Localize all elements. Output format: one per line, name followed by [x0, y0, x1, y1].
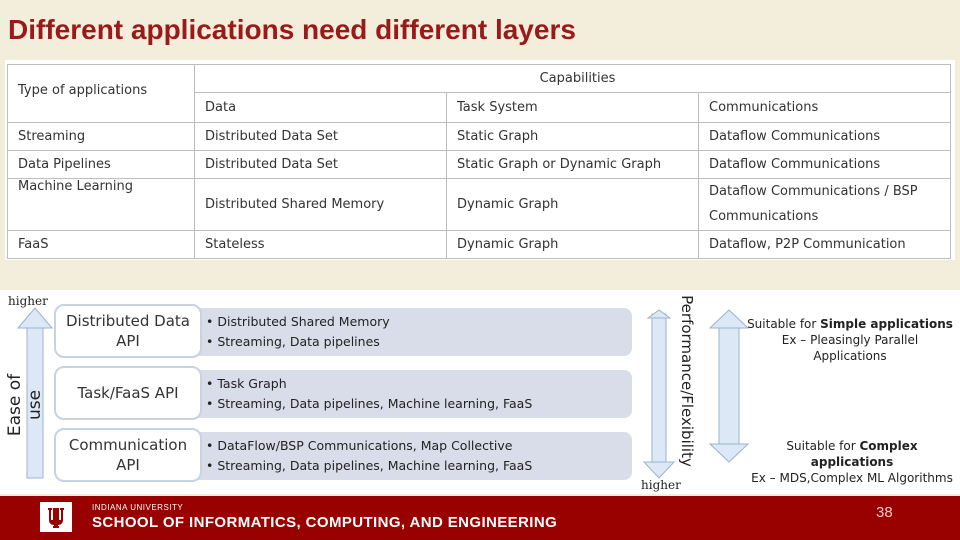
layers-diagram	[0, 290, 960, 494]
cell-task: Dynamic Graph	[447, 231, 699, 259]
cell-comm-line: Communications	[709, 209, 819, 224]
layer-communication-api	[54, 428, 202, 482]
table-row	[8, 151, 951, 179]
complex-applications-note	[747, 438, 957, 486]
cell-data: Stateless	[195, 231, 447, 259]
type-header: Type of applications	[8, 65, 195, 123]
cell-comm: Dataflow Communications	[699, 151, 951, 179]
cell-comm	[699, 179, 951, 231]
bullet-item: • Task Graph	[206, 376, 287, 391]
cell-comm: Dataflow, P2P Communication	[699, 231, 951, 259]
bullet-item: • DataFlow/BSP Communications, Map Collective	[206, 438, 513, 453]
cell-task: Dynamic Graph	[447, 179, 699, 231]
layer-bullets	[206, 312, 390, 352]
cell-type: Machine Learning	[8, 179, 195, 231]
slide-title: Different applications need different layers	[8, 14, 576, 45]
layer-name-line: API	[116, 456, 140, 474]
layer-name-line: Distributed Data	[66, 312, 190, 330]
layer-bullets	[206, 436, 532, 476]
simple-applications-note	[745, 316, 955, 364]
bullet-item: • Streaming, Data pipelines	[206, 334, 380, 349]
suit-prefix: Suitable for	[786, 439, 860, 453]
column-header: Task System	[447, 93, 699, 123]
capabilities-table-panel	[5, 60, 955, 260]
suit-prefix: Suitable for	[747, 317, 821, 331]
layer-name-line: API	[116, 332, 140, 350]
bullet-item: • Streaming, Data pipelines, Machine learning, FaaS	[206, 396, 533, 411]
layer-distributed-data-api	[54, 304, 202, 358]
table-row	[8, 123, 951, 151]
cell-task: Static Graph or Dynamic Graph	[447, 151, 699, 179]
school-name: SCHOOL OF INFORMATICS, COMPUTING, AND ENGINEERING	[92, 514, 558, 531]
layer-name-line: Communication	[68, 436, 188, 454]
ease-of-use-label: Ease of use	[5, 373, 45, 437]
bullet-item: • Streaming, Data pipelines, Machine learning, FaaS	[206, 458, 533, 473]
table-row	[8, 231, 951, 259]
performance-arrow-icon	[644, 310, 674, 478]
layer-name-line: Task/FaaS API	[77, 384, 179, 402]
cell-type: Streaming	[8, 123, 195, 151]
iu-logo-icon	[40, 502, 72, 532]
suit-bold: Simple applications	[820, 317, 953, 331]
table-row	[8, 179, 951, 231]
double-arrow-icon	[710, 310, 748, 462]
suit-example: Ex – MDS,Complex ML Algorithms	[751, 471, 953, 485]
layer-bullets	[206, 374, 532, 414]
page-number: 38	[876, 504, 893, 521]
cell-comm: Dataflow Communications	[699, 123, 951, 151]
footer-bar	[0, 496, 960, 540]
layer-task-faas-api	[54, 366, 202, 420]
higher-label-bottom: higher	[641, 478, 681, 492]
cell-task: Static Graph	[447, 123, 699, 151]
cell-type: FaaS	[8, 231, 195, 259]
suit-bold: Complex applications	[810, 439, 918, 469]
column-header: Data	[195, 93, 447, 123]
cell-data: Distributed Data Set	[195, 123, 447, 151]
cell-data: Distributed Shared Memory	[195, 179, 447, 231]
higher-label-top: higher	[8, 294, 48, 308]
performance-flexibility-label: Performance/Flexibility	[678, 295, 696, 467]
suit-example: Ex – Pleasingly Parallel Applications	[781, 333, 919, 363]
cell-comm-line: Dataflow Communications / BSP	[709, 184, 918, 199]
bullet-item: • Distributed Shared Memory	[206, 314, 390, 329]
university-name: INDIANA UNIVERSITY	[92, 503, 184, 512]
capabilities-table	[7, 64, 951, 259]
column-header: Communications	[699, 93, 951, 123]
capabilities-header: Capabilities	[195, 65, 951, 93]
cell-type: Data Pipelines	[8, 151, 195, 179]
cell-data: Distributed Data Set	[195, 151, 447, 179]
